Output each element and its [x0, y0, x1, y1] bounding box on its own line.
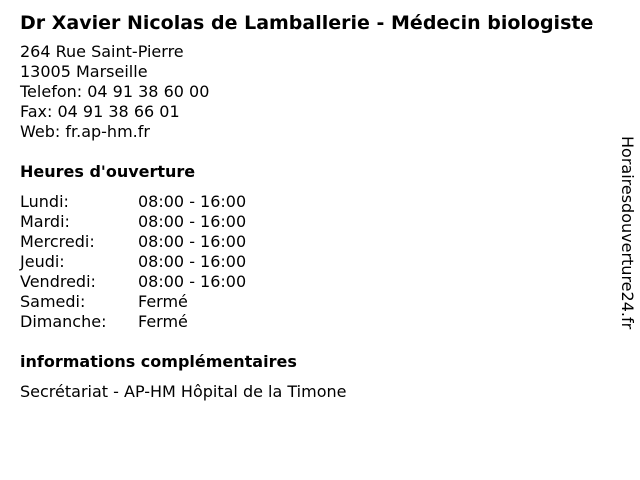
hours-day: Vendredi:: [20, 272, 96, 291]
page-title: Dr Xavier Nicolas de Lamballerie - Médecin biologiste: [20, 12, 594, 34]
address-street: 264 Rue Saint-Pierre: [20, 42, 184, 61]
hours-time: 08:00 - 16:00: [138, 272, 247, 291]
hours-row-tuesday: [20, 212, 620, 232]
hours-time: Fermé: [138, 312, 188, 331]
phone-number: Telefon: 04 91 38 60 00: [20, 82, 210, 101]
address-block: [20, 42, 620, 142]
hours-day: Mercredi:: [20, 232, 95, 251]
hours-day: Dimanche:: [20, 312, 107, 331]
hours-day: Lundi:: [20, 192, 69, 211]
additional-info-heading: informations complémentaires: [20, 352, 297, 371]
hours-day: Jeudi:: [20, 252, 65, 271]
opening-hours-heading: Heures d'ouverture: [20, 162, 196, 181]
hours-row-saturday: [20, 292, 620, 312]
hours-time: 08:00 - 16:00: [138, 212, 247, 231]
site-watermark: Horairesdouverture24.fr: [618, 136, 637, 330]
hours-row-wednesday: [20, 232, 620, 252]
hours-row-friday: [20, 272, 620, 292]
hours-day: Samedi:: [20, 292, 86, 311]
opening-hours-table: [20, 192, 620, 332]
hours-time: Fermé: [138, 292, 188, 311]
hours-row-thursday: [20, 252, 620, 272]
hours-row-monday: [20, 192, 620, 212]
hours-day: Mardi:: [20, 212, 70, 231]
business-listing: [20, 8, 620, 402]
address-city: 13005 Marseille: [20, 62, 148, 81]
hours-time: 08:00 - 16:00: [138, 192, 247, 211]
fax-number: Fax: 04 91 38 66 01: [20, 102, 180, 121]
hours-time: 08:00 - 16:00: [138, 252, 247, 271]
additional-info-text: Secrétariat - AP-HM Hôpital de la Timone: [20, 382, 347, 401]
hours-time: 08:00 - 16:00: [138, 232, 247, 251]
website: Web: fr.ap-hm.fr: [20, 122, 150, 141]
hours-row-sunday: [20, 312, 620, 332]
